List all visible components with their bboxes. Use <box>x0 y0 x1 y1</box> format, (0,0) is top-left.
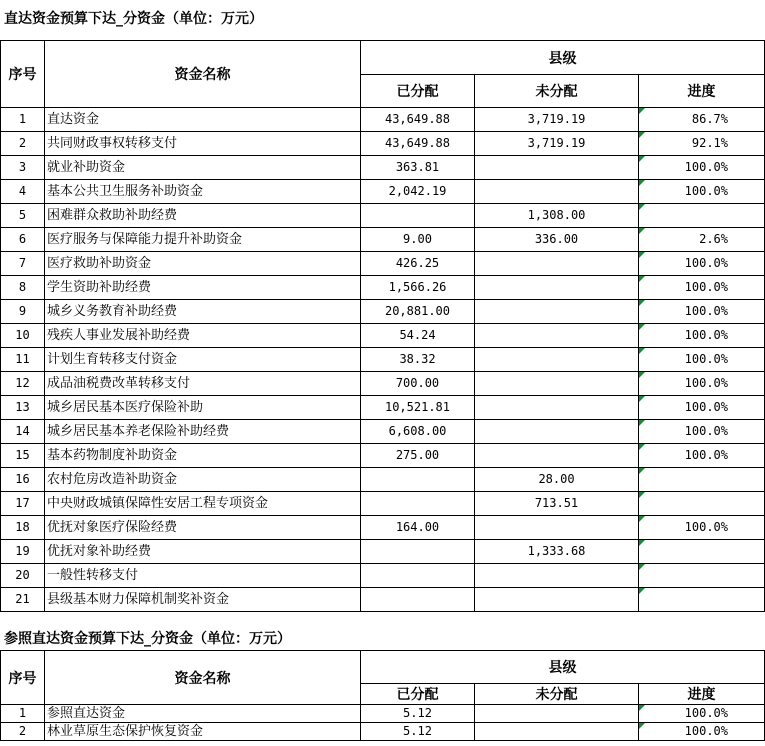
cell-comment-marker <box>639 108 645 114</box>
progress-value[interactable] <box>639 108 765 132</box>
header-no: 序号 <box>1 41 45 108</box>
header-no: 序号 <box>1 651 45 705</box>
unallocated-amount[interactable]: 1,308.00 <box>475 204 639 228</box>
progress-text: 92.1% <box>691 136 728 150</box>
progress-text: 100.0% <box>684 376 728 390</box>
unallocated-amount[interactable] <box>475 705 639 723</box>
section2-table <box>0 650 765 741</box>
unallocated-amount[interactable] <box>475 252 639 276</box>
unallocated-amount[interactable] <box>475 723 639 741</box>
fund-name[interactable]: 成品油税费改革转移支付 <box>45 372 361 396</box>
progress-value[interactable] <box>639 324 765 348</box>
cell-comment-marker <box>639 348 645 354</box>
progress-value[interactable] <box>639 300 765 324</box>
unallocated-amount[interactable]: 713.51 <box>475 492 639 516</box>
fund-name[interactable]: 优抚对象补助经费 <box>45 540 361 564</box>
table-row <box>1 564 765 588</box>
unallocated-amount[interactable] <box>475 516 639 540</box>
row-number[interactable]: 6 <box>1 228 45 252</box>
row-number[interactable]: 7 <box>1 252 45 276</box>
table-row <box>1 348 765 372</box>
row-number[interactable]: 3 <box>1 156 45 180</box>
header-county: 县级 <box>361 651 765 684</box>
table-row <box>1 300 765 324</box>
progress-value[interactable] <box>639 156 765 180</box>
allocated-amount[interactable] <box>361 468 475 492</box>
progress-text: 100.0% <box>684 160 728 174</box>
cell-comment-marker <box>639 300 645 306</box>
allocated-amount[interactable] <box>361 492 475 516</box>
progress-text: 2.6% <box>699 232 728 246</box>
progress-text: 100.0% <box>684 448 728 462</box>
fund-name[interactable]: 共同财政事权转移支付 <box>45 132 361 156</box>
fund-name[interactable]: 医疗救助补助资金 <box>45 252 361 276</box>
table-row <box>1 540 765 564</box>
table-row <box>1 204 765 228</box>
unallocated-amount[interactable] <box>475 324 639 348</box>
fund-name[interactable]: 基本公共卫生服务补助资金 <box>45 180 361 204</box>
allocated-amount[interactable]: 43,649.88 <box>361 108 475 132</box>
progress-value[interactable] <box>639 396 765 420</box>
row-number[interactable]: 2 <box>1 723 45 741</box>
table-row <box>1 252 765 276</box>
header-allocated: 已分配 <box>361 684 475 705</box>
fund-name[interactable]: 中央财政城镇保障性安居工程专项资金 <box>45 492 361 516</box>
section1-table <box>0 40 765 612</box>
row-number[interactable]: 21 <box>1 588 45 612</box>
unallocated-amount[interactable]: 1,333.68 <box>475 540 639 564</box>
header-allocated: 已分配 <box>361 75 475 108</box>
cell-comment-marker <box>639 204 645 210</box>
progress-text: 100.0% <box>684 520 728 534</box>
progress-text: 100.0% <box>684 304 728 318</box>
unallocated-amount[interactable] <box>475 372 639 396</box>
header-unallocated: 未分配 <box>475 75 639 108</box>
row-number[interactable]: 19 <box>1 540 45 564</box>
unallocated-amount[interactable] <box>475 588 639 612</box>
cell-comment-marker <box>639 276 645 282</box>
allocated-amount[interactable]: 363.81 <box>361 156 475 180</box>
header-progress: 进度 <box>639 75 765 108</box>
table-row <box>1 276 765 300</box>
cell-comment-marker <box>639 540 645 546</box>
allocated-amount[interactable]: 54.24 <box>361 324 475 348</box>
progress-value[interactable] <box>639 372 765 396</box>
cell-comment-marker <box>639 156 645 162</box>
progress-value[interactable] <box>639 180 765 204</box>
fund-name[interactable]: 林业草原生态保护恢复资金 <box>45 723 361 741</box>
row-number[interactable]: 20 <box>1 564 45 588</box>
allocated-amount[interactable]: 9.00 <box>361 228 475 252</box>
table-row <box>1 420 765 444</box>
row-number[interactable]: 4 <box>1 180 45 204</box>
fund-name[interactable]: 城乡居民基本养老保险补助经费 <box>45 420 361 444</box>
progress-text: 100.0% <box>684 706 728 720</box>
fund-name[interactable]: 优抚对象医疗保险经费 <box>45 516 361 540</box>
row-number[interactable]: 12 <box>1 372 45 396</box>
table-row <box>1 372 765 396</box>
row-number[interactable]: 8 <box>1 276 45 300</box>
allocated-amount[interactable]: 275.00 <box>361 444 475 468</box>
cell-comment-marker <box>639 444 645 450</box>
row-number[interactable]: 10 <box>1 324 45 348</box>
table-row <box>1 723 765 741</box>
cell-comment-marker <box>639 705 645 711</box>
section2-title: 参照直达资金预算下达_分资金（单位：万元） <box>4 631 291 647</box>
cell-comment-marker <box>639 588 645 594</box>
table-row <box>1 324 765 348</box>
unallocated-amount[interactable] <box>475 564 639 588</box>
fund-name[interactable]: 医疗服务与保障能力提升补助资金 <box>45 228 361 252</box>
header-name: 资金名称 <box>45 651 361 705</box>
fund-name[interactable]: 学生资助补助经费 <box>45 276 361 300</box>
allocated-amount[interactable]: 10,521.81 <box>361 396 475 420</box>
unallocated-amount[interactable] <box>475 420 639 444</box>
table-row <box>1 468 765 492</box>
table-row <box>1 396 765 420</box>
allocated-amount[interactable]: 1,566.26 <box>361 276 475 300</box>
table-row <box>1 588 765 612</box>
progress-text: 100.0% <box>684 328 728 342</box>
table-row <box>1 516 765 540</box>
unallocated-amount[interactable]: 28.00 <box>475 468 639 492</box>
progress-value[interactable] <box>639 705 765 723</box>
row-number[interactable]: 9 <box>1 300 45 324</box>
progress-value[interactable] <box>639 564 765 588</box>
allocated-amount[interactable]: 2,042.19 <box>361 180 475 204</box>
header-unallocated: 未分配 <box>475 684 639 705</box>
allocated-amount[interactable]: 700.00 <box>361 372 475 396</box>
cell-comment-marker <box>639 516 645 522</box>
cell-comment-marker <box>639 132 645 138</box>
header-progress: 进度 <box>639 684 765 705</box>
progress-text: 100.0% <box>684 352 728 366</box>
progress-text: 86.7% <box>691 112 728 126</box>
fund-name[interactable]: 城乡居民基本医疗保险补助 <box>45 396 361 420</box>
header-name: 资金名称 <box>45 41 361 108</box>
allocated-amount[interactable]: 38.32 <box>361 348 475 372</box>
table-row <box>1 444 765 468</box>
fund-name[interactable]: 基本药物制度补助资金 <box>45 444 361 468</box>
table-row <box>1 108 765 132</box>
cell-comment-marker <box>639 468 645 474</box>
cell-comment-marker <box>639 564 645 570</box>
allocated-amount[interactable]: 6,608.00 <box>361 420 475 444</box>
allocated-amount[interactable] <box>361 588 475 612</box>
table-row <box>1 705 765 723</box>
fund-name[interactable]: 城乡义务教育补助经费 <box>45 300 361 324</box>
progress-value[interactable] <box>639 132 765 156</box>
cell-comment-marker <box>639 228 645 234</box>
progress-value[interactable] <box>639 444 765 468</box>
unallocated-amount[interactable]: 336.00 <box>475 228 639 252</box>
allocated-amount[interactable] <box>361 540 475 564</box>
table-row <box>1 492 765 516</box>
cell-comment-marker <box>639 723 645 729</box>
fund-name[interactable]: 计划生育转移支付资金 <box>45 348 361 372</box>
unallocated-amount[interactable] <box>475 156 639 180</box>
unallocated-amount[interactable] <box>475 180 639 204</box>
progress-text: 100.0% <box>684 256 728 270</box>
progress-text: 100.0% <box>684 280 728 294</box>
progress-value[interactable] <box>639 588 765 612</box>
allocated-amount[interactable]: 20,881.00 <box>361 300 475 324</box>
progress-value[interactable] <box>639 540 765 564</box>
progress-value[interactable] <box>639 348 765 372</box>
allocated-amount[interactable]: 5.12 <box>361 705 475 723</box>
progress-text: 100.0% <box>684 400 728 414</box>
fund-name[interactable]: 直达资金 <box>45 108 361 132</box>
progress-value[interactable] <box>639 420 765 444</box>
allocated-amount[interactable] <box>361 204 475 228</box>
row-number[interactable]: 2 <box>1 132 45 156</box>
allocated-amount[interactable]: 5.12 <box>361 723 475 741</box>
fund-name[interactable]: 参照直达资金 <box>45 705 361 723</box>
unallocated-amount[interactable]: 3,719.19 <box>475 132 639 156</box>
row-number[interactable]: 1 <box>1 705 45 723</box>
row-number[interactable]: 14 <box>1 420 45 444</box>
progress-value[interactable] <box>639 492 765 516</box>
cell-comment-marker <box>639 420 645 426</box>
progress-value[interactable] <box>639 723 765 741</box>
fund-name[interactable]: 就业补助资金 <box>45 156 361 180</box>
row-number[interactable]: 1 <box>1 108 45 132</box>
unallocated-amount[interactable] <box>475 300 639 324</box>
allocated-amount[interactable]: 164.00 <box>361 516 475 540</box>
cell-comment-marker <box>639 324 645 330</box>
row-number[interactable]: 13 <box>1 396 45 420</box>
unallocated-amount[interactable] <box>475 444 639 468</box>
cell-comment-marker <box>639 372 645 378</box>
row-number[interactable]: 11 <box>1 348 45 372</box>
fund-name[interactable]: 一般性转移支付 <box>45 564 361 588</box>
progress-text: 100.0% <box>684 184 728 198</box>
row-number[interactable]: 18 <box>1 516 45 540</box>
progress-value[interactable] <box>639 252 765 276</box>
progress-value[interactable] <box>639 276 765 300</box>
allocated-amount[interactable]: 426.25 <box>361 252 475 276</box>
fund-name[interactable]: 农村危房改造补助资金 <box>45 468 361 492</box>
unallocated-amount[interactable]: 3,719.19 <box>475 108 639 132</box>
unallocated-amount[interactable] <box>475 348 639 372</box>
progress-value[interactable] <box>639 204 765 228</box>
cell-comment-marker <box>639 396 645 402</box>
cell-comment-marker <box>639 180 645 186</box>
unallocated-amount[interactable] <box>475 276 639 300</box>
fund-name[interactable]: 困难群众救助补助经费 <box>45 204 361 228</box>
section1-title: 直达资金预算下达_分资金（单位：万元） <box>4 11 263 27</box>
row-number[interactable]: 5 <box>1 204 45 228</box>
table-row <box>1 132 765 156</box>
header-county: 县级 <box>361 41 765 75</box>
progress-value[interactable] <box>639 516 765 540</box>
table-row <box>1 156 765 180</box>
fund-name[interactable]: 县级基本财力保障机制奖补资金 <box>45 588 361 612</box>
table-row <box>1 180 765 204</box>
progress-value[interactable] <box>639 468 765 492</box>
row-number[interactable]: 16 <box>1 468 45 492</box>
fund-name[interactable]: 残疾人事业发展补助经费 <box>45 324 361 348</box>
allocated-amount[interactable]: 43,649.88 <box>361 132 475 156</box>
row-number[interactable]: 17 <box>1 492 45 516</box>
table-row <box>1 228 765 252</box>
progress-text: 100.0% <box>684 424 728 438</box>
progress-text: 100.0% <box>684 724 728 738</box>
cell-comment-marker <box>639 492 645 498</box>
progress-value[interactable] <box>639 228 765 252</box>
cell-comment-marker <box>639 252 645 258</box>
unallocated-amount[interactable] <box>475 396 639 420</box>
allocated-amount[interactable] <box>361 564 475 588</box>
row-number[interactable]: 15 <box>1 444 45 468</box>
